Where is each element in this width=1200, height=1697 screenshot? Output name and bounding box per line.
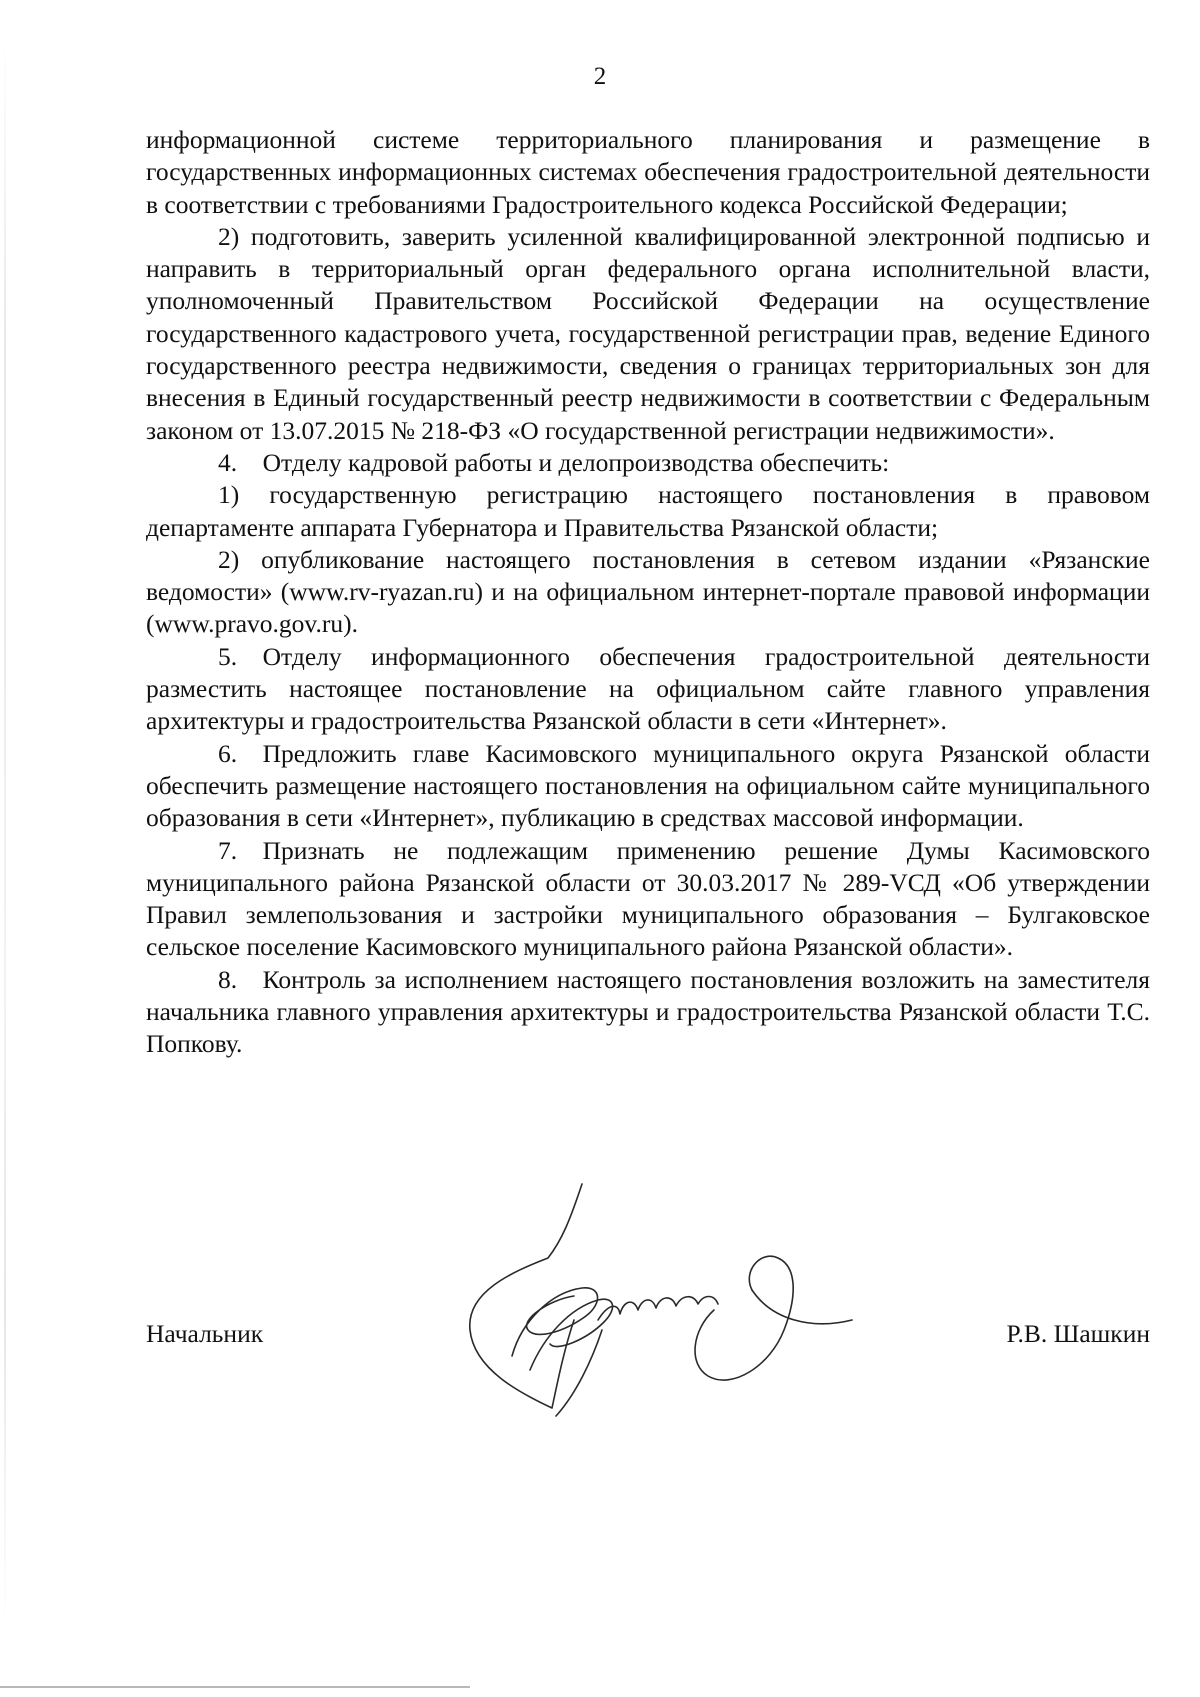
paragraph-item-6: 6. Предложить главе Касимовского муниципального округа Рязанской области обеспечить размещение настоящего постановления на официальном сайте муниципального образования в сети «Интернет», публикацию в средствах массовой информации. [146,738,1150,833]
signatory-position: Начальник [146,1319,264,1348]
document-body [146,124,1150,1061]
paragraph-item-8: 8. Контроль за исполнением настоящего постановления возложить на заместителя начальника главного управления архитектуры и градостроительства Рязанской области Т.С. Попкову. [146,964,1150,1059]
paragraph-item-4-1: 1) государственную регистрацию настоящего постановления в правовом департаменте аппарата Губернатора и Правительства Рязанской области; [146,480,1150,542]
signatory-name: Р.В. Шашкин [1006,1319,1150,1348]
paragraph-item-5: 5. Отделу информационного обеспечения градостроительной деятельности разместить настоящее постановление на официальном сайте главного управления архитектуры и градостроительства Рязанской области в сети «Интернет». [146,641,1150,736]
paragraph-item-7: 7. Признать не подлежащим применению решение Думы Касимовского муниципального района Рязанской области от 30.03.2017 № 289-VСД «Об утверждении Правил землепользования и застройки муниципального образования – Булгаковское сельское поселение Касимовского муниципального района Рязанской области». [146,835,1150,962]
paragraph-item-3-2: 2) подготовить, заверить усиленной квалифицированной электронной подписью и направить в территориальный орган федерального органа исполнительной власти, уполномоченный Правительством Российской Федерации на осуществление государственного кадастрового учета, государственной регистрации прав, ведение Единого государственного реестра недвижимости, сведения о границах территориальных зон для внесения в Единый государственный реестр недвижимости в соответствии с Федеральным законом от 13.07.2015 № 218-ФЗ «О государственной регистрации недвижимости». [146,221,1150,445]
scan-edge-left [4,30,6,1630]
paragraph-item-4-2: 2) опубликование настоящего постановления в сетевом издании «Рязанские ведомости» (www.rv-ryazan.ru) и на официальном интернет-портале правовой информации (www.pravo.gov.ru). [146,544,1150,639]
paragraph-continuation: информационной системе территориального планирования и размещение в государственных информационных системах обеспечения градостроительной деятельности в соответствии с требованиями Градостроительного кодекса Российской Федерации; [146,125,1150,219]
signature-block [146,1318,1150,1358]
scan-edge-bottom [0,1686,470,1688]
handwritten-signature [452,1180,872,1430]
page-number: 2 [593,63,607,90]
paragraph-item-4: 4. Отделу кадровой работы и делопроизводства обеспечить: [218,447,890,477]
